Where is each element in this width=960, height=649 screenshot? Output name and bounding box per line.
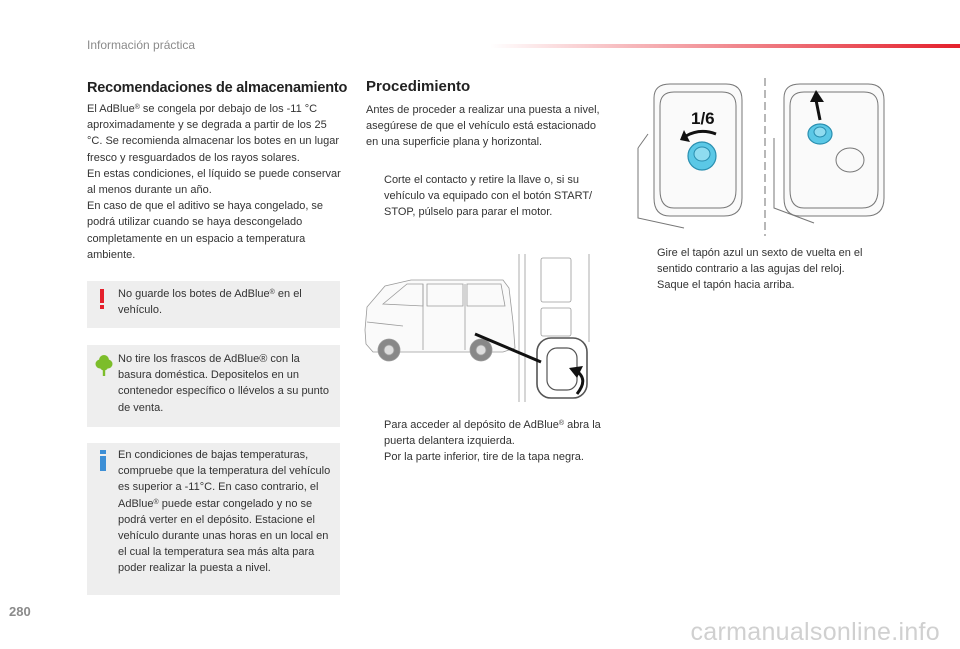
storage-text	[87, 101, 342, 263]
info-text: En condiciones de bajas temperaturas, compruebe que la temperatura del vehículo es superior a -11°C. En caso contrario, el AdBlue® puede estar congelado y no se podrá verter en el depósito. Estacione el vehículo durante unas horas en un local en el cual la temperatura sea más alta para poder realizar la puesta a nivel.	[118, 449, 331, 575]
warning-note	[87, 281, 340, 328]
eco-note	[87, 345, 340, 427]
step-3: Por la parte inferior, tire de la tapa negra.	[384, 451, 584, 463]
info-icon	[100, 450, 106, 472]
step-5: Saque el tapón hacia arriba.	[657, 279, 795, 291]
watermark: carmanualsonline.info	[690, 618, 940, 646]
tree-icon	[95, 353, 113, 377]
storage-heading: Recomendaciones de almacenamiento	[87, 80, 348, 96]
step-2: Para acceder al depósito de AdBlue® abra la puerta delantera izquierda.	[384, 419, 601, 448]
cap-illustration	[634, 78, 902, 236]
turn-fraction-label: 1/6	[691, 109, 715, 128]
info-note	[87, 443, 340, 595]
storage-paragraph-2: En estas condiciones, el líquido se puede conservar al menos durante un año.	[87, 167, 341, 197]
procedure-heading: Procedimiento	[366, 78, 471, 95]
storage-paragraph-3: En caso de que el aditivo se haya congelado, se podrá utilizar cuando se haya descongelado completamente en un espacio a temperatura ambiente.	[87, 200, 324, 261]
eco-text: No tire los frascos de AdBlue® con la basura doméstica. Depositelos en un contenedor específico o llévelos a su punto de venta.	[118, 353, 329, 414]
step-4: Gire el tapón azul un sexto de vuelta en el sentido contrario a las agujas del reloj.	[657, 247, 863, 276]
header-accent-bar	[490, 44, 960, 48]
warning-text: No guarde los botes de AdBlue® en el vehículo.	[118, 288, 302, 317]
page-number: 280	[9, 604, 31, 619]
section-title: Información práctica	[87, 38, 196, 52]
storage-paragraph-1: El AdBlue® se congela por debajo de los -11 °C aproximadamente y se degrada a partir de los 25 °C. Se recomienda almacenar los botes en un lugar fresco y resguardados de los rayos solares.	[87, 103, 340, 164]
step-1: Corte el contacto y retire la llave o, si su vehículo va equipado con el botón START/ STOP, púlselo para parar el motor.	[384, 174, 593, 219]
van-door-illustration	[363, 252, 618, 410]
procedure-intro: Antes de proceder a realizar una puesta a nivel, asegúrese de que el vehículo está estacionado en una superficie plana y horizontal.	[366, 104, 600, 149]
warning-icon	[99, 289, 105, 309]
